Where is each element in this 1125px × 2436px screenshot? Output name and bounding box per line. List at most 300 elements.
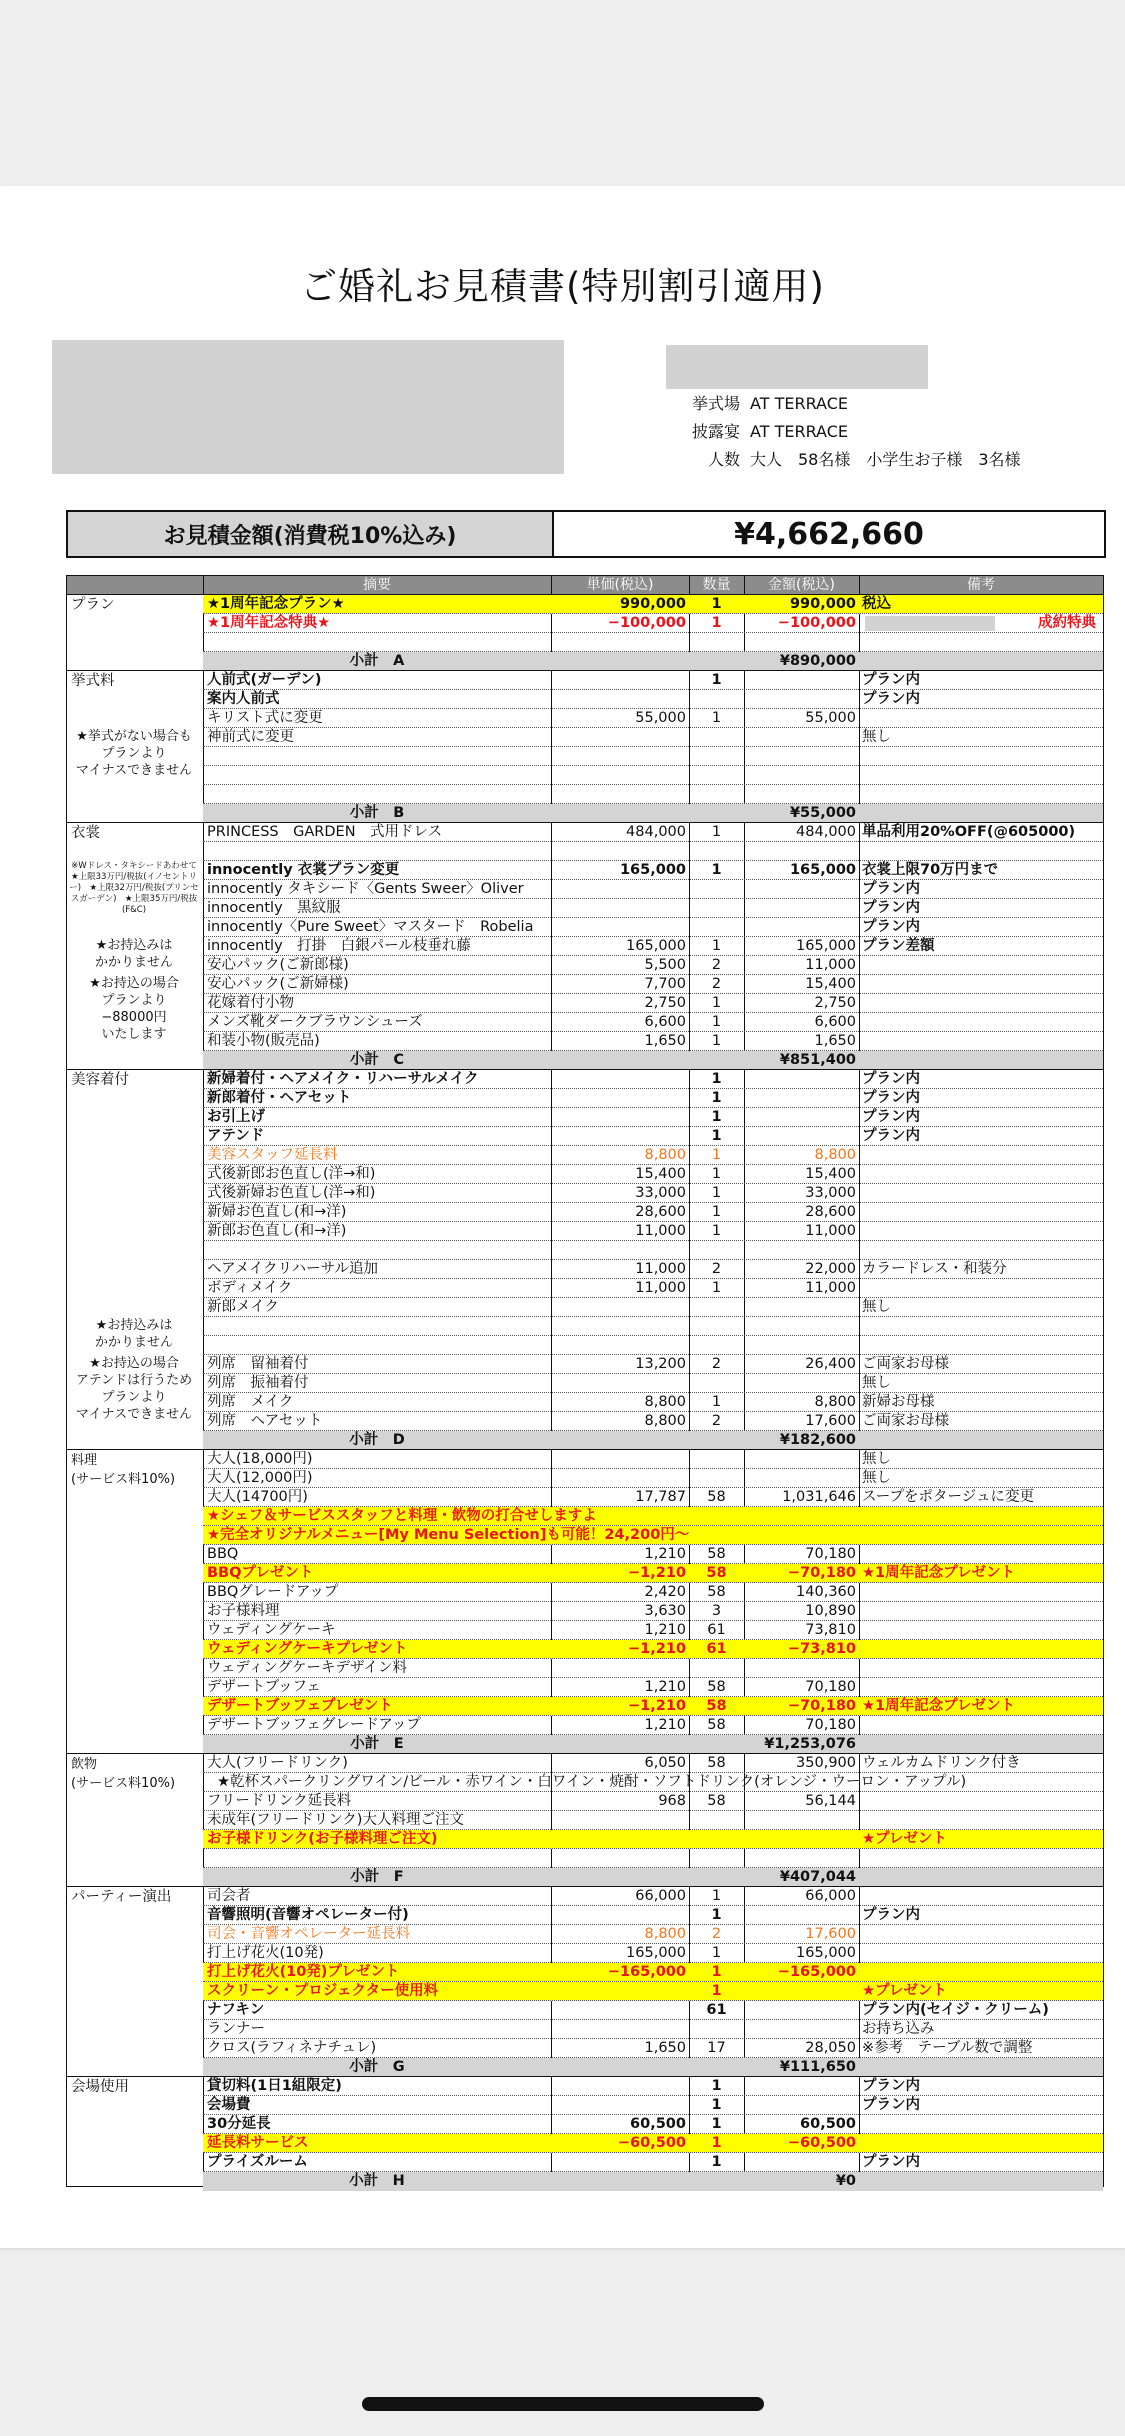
remarks: プラン内 (862, 919, 920, 935)
item-name: innocently タキシード〈Gents Sweer〉Oliver (207, 881, 524, 897)
item-name: BBQグレードアップ (207, 1584, 339, 1600)
unit-price: 11,000 (635, 1280, 686, 1296)
table-row (203, 1887, 1103, 1906)
amount: 484,000 (796, 824, 856, 840)
estimate-table (66, 575, 1104, 2187)
item-name: デザートブッフェグレードアップ (207, 1717, 421, 1733)
unit-price: 1,650 (644, 1033, 686, 1049)
table-row (203, 1317, 1103, 1336)
item-name: 新郎着付・ヘアセット (207, 1090, 352, 1106)
amount: ¥1,253,076 (764, 1736, 856, 1752)
amount: 11,000 (805, 1223, 856, 1239)
amount: 11,000 (805, 957, 856, 973)
table-row (203, 1849, 1103, 1868)
section-label: 料理 (サービス料10%) (71, 1453, 176, 1487)
amount: 6,600 (814, 1014, 856, 1030)
amount: ¥111,650 (779, 2059, 856, 2075)
item-name: 案内人前式 (207, 691, 280, 707)
item-name: 大人(12,000円) (207, 1470, 313, 1486)
amount: 350,900 (796, 1755, 856, 1771)
table-row (203, 1184, 1103, 1203)
item-name: ウェディングケーキデザイン料 (207, 1660, 407, 1676)
remarks: 無し (862, 729, 891, 745)
amount: 1,650 (814, 1033, 856, 1049)
quantity: 17 (707, 2040, 726, 2056)
table-row (203, 975, 1103, 994)
table-row (203, 2077, 1103, 2096)
table-row (203, 1773, 1103, 1792)
table-row (203, 2134, 1103, 2153)
section-1 (67, 670, 1103, 822)
table-row (203, 918, 1103, 937)
amount: 2,750 (814, 995, 856, 1011)
amount: 17,600 (805, 1413, 856, 1429)
section-note: ★お持込みは かかりません (94, 1318, 173, 1350)
item-name: 新婦着付・ヘアメイク・リハーサルメイク (207, 1071, 479, 1087)
remarks: ★プレゼント (862, 1831, 947, 1847)
amount: ¥407,044 (779, 1869, 856, 1885)
remarks: 無し (862, 1299, 891, 1315)
table-row (203, 956, 1103, 975)
amount: −73,810 (787, 1641, 856, 1657)
section-label: 挙式料 (71, 673, 115, 689)
table-row (203, 1336, 1103, 1355)
unit-price: 165,000 (626, 1945, 686, 1961)
quantity: 1 (711, 1204, 722, 1220)
table-row (203, 1754, 1103, 1773)
total-estimate (66, 510, 1106, 558)
table-row (203, 1089, 1103, 1108)
item-name: 30分延長 (207, 2116, 271, 2132)
venue-value: 大人 58名様 小学生お子様 3名様 (750, 450, 1021, 469)
table-row (203, 880, 1103, 899)
total-label: お見積金額(消費税10%込み) (68, 512, 554, 556)
item-name: 延長料サービス (207, 2135, 309, 2151)
table-row (203, 1526, 1103, 1545)
table-row (203, 1222, 1103, 1241)
item-name: 会場費 (207, 2097, 251, 2113)
subtotal-row (203, 1868, 1103, 1887)
remarks: プラン内 (862, 2078, 920, 2094)
table-row (203, 1203, 1103, 1222)
quantity: 1 (711, 1147, 722, 1163)
quantity: 58 (707, 1755, 726, 1771)
item-name: 列席 ヘアセット (207, 1413, 323, 1429)
item-name: 打上げ花火(10発) (207, 1945, 324, 1961)
remarks: 無し (862, 1375, 891, 1391)
table-row (203, 1393, 1103, 1412)
quantity: 1 (711, 1888, 722, 1904)
section-label: 飲物 (サービス料10%) (71, 1757, 176, 1791)
item-name: 司会・音響オペレーター延長料 (207, 1926, 410, 1942)
unit-price: 17,787 (635, 1489, 686, 1505)
amount: 70,180 (805, 1717, 856, 1733)
quantity: 1 (711, 1109, 722, 1125)
item-name: 小計 D (349, 1432, 405, 1448)
item-name: スクリーン・プロジェクター使用料 (207, 1983, 439, 1999)
table-row (203, 1906, 1103, 1925)
amount: 15,400 (805, 976, 856, 992)
total-amount: ¥4,662,660 (734, 516, 924, 552)
table-row (203, 1241, 1103, 1260)
table-row (203, 2153, 1103, 2172)
table-row (203, 1640, 1103, 1659)
table-row (203, 1811, 1103, 1830)
remarks: プラン内 (862, 900, 920, 916)
table-row (203, 1412, 1103, 1431)
unit-price: 8,800 (644, 1394, 686, 1410)
table-row (203, 1944, 1103, 1963)
quantity: 2 (711, 1261, 722, 1277)
section-0 (67, 594, 1103, 670)
item-name: デザートブッフェプレゼント (207, 1698, 393, 1714)
quantity: 1 (711, 1090, 722, 1106)
table-row (203, 861, 1103, 880)
table-row (203, 2096, 1103, 2115)
remarks: プラン内 (862, 2154, 920, 2170)
table-row (203, 1298, 1103, 1317)
item-name: 大人(18,000円) (207, 1451, 313, 1467)
table-row (203, 728, 1103, 747)
unit-price: 484,000 (626, 824, 686, 840)
amount: 28,050 (805, 2040, 856, 2056)
amount: −60,500 (787, 2135, 856, 2151)
table-row (203, 899, 1103, 918)
amount: −70,180 (787, 1565, 856, 1581)
quantity: 1 (711, 596, 722, 612)
amount: 60,500 (800, 2116, 856, 2132)
quantity: 1 (711, 1071, 722, 1087)
item-name: 小計 C (349, 1052, 405, 1068)
item-name: 小計 E (350, 1736, 404, 1752)
home-indicator[interactable] (362, 2397, 764, 2411)
table-row (203, 1583, 1103, 1602)
amount: ¥851,400 (779, 1052, 856, 1068)
unit-price: 2,750 (644, 995, 686, 1011)
unit-price: 3,630 (644, 1603, 686, 1619)
remarks: ウェルカムドリンク付き (862, 1755, 1021, 1771)
unit-price: 28,600 (635, 1204, 686, 1220)
unit-price: 6,600 (644, 1014, 686, 1030)
item-name: 小計 F (350, 1869, 404, 1885)
quantity: 58 (707, 1546, 726, 1562)
amount: 22,000 (805, 1261, 856, 1277)
remarks: プラン内 (862, 1090, 920, 1106)
quantity: 2 (711, 976, 722, 992)
amount: 70,180 (805, 1546, 856, 1562)
header-cell: 摘要 (363, 577, 391, 593)
item-name: innocently 打掛 白銀パール枝垂れ藤 (207, 938, 471, 954)
table-row (203, 747, 1103, 766)
quantity: 1 (711, 1983, 722, 1999)
header-cell: 備考 (967, 577, 995, 593)
table-row (203, 1450, 1103, 1469)
venue-key: 挙式場 (691, 394, 740, 413)
quantity: 1 (711, 1014, 722, 1030)
amount: 1,031,646 (782, 1489, 856, 1505)
table-row (203, 690, 1103, 709)
item-name: 司会者 (207, 1888, 251, 1904)
quantity: 2 (711, 1926, 722, 1942)
unit-price: 8,800 (644, 1147, 686, 1163)
amount: 140,360 (796, 1584, 856, 1600)
item-name: 神前式に変更 (207, 729, 294, 745)
table-row (203, 1659, 1103, 1678)
amount: 28,600 (805, 1204, 856, 1220)
quantity: 1 (711, 2116, 722, 2132)
table-row (203, 1260, 1103, 1279)
table-row (203, 1507, 1103, 1526)
item-name: 大人(14700円) (207, 1489, 308, 1505)
amount: ¥182,600 (779, 1432, 856, 1448)
remarks: 無し (862, 1470, 891, 1486)
quantity: 61 (706, 1641, 727, 1657)
amount: 73,810 (805, 1622, 856, 1638)
amount: 55,000 (805, 710, 856, 726)
remarks: プラン内 (862, 1109, 920, 1125)
amount: −165,000 (777, 1964, 856, 1980)
remarks: プラン内 (862, 1128, 920, 1144)
table-row (203, 994, 1103, 1013)
remarks: ※参考 テーブル数で調整 (862, 2040, 1033, 2056)
redacted-address-block (52, 340, 564, 474)
table-row (203, 1374, 1103, 1393)
amount: 26,400 (805, 1356, 856, 1372)
amount: 165,000 (796, 1945, 856, 1961)
unit-price: −1,210 (627, 1641, 686, 1657)
item-name: フリードリンク延長料 (207, 1793, 352, 1809)
table-row (203, 1963, 1103, 1982)
remarks: プラン内(セイジ・クリーム) (862, 2002, 1049, 2018)
remarks: カラードレス・和装分 (862, 1261, 1007, 1277)
unit-price: 7,700 (644, 976, 686, 992)
quantity: 2 (711, 1413, 722, 1429)
venue-value: AT TERRACE (750, 422, 848, 441)
quantity: 1 (711, 1166, 722, 1182)
table-row (203, 2115, 1103, 2134)
remarks: プラン差額 (862, 938, 935, 954)
quantity: 1 (711, 710, 722, 726)
item-name: ★シェフ＆サービススタッフと料理・飲物の打合せしますよ (207, 1508, 597, 1524)
quantity: 58 (707, 1489, 726, 1505)
quantity: 1 (711, 862, 722, 878)
table-row (203, 709, 1103, 728)
quantity: 1 (711, 938, 722, 954)
quantity: 1 (711, 1033, 722, 1049)
unit-price: 1,210 (644, 1679, 686, 1695)
table-row (203, 1279, 1103, 1298)
unit-price: 55,000 (635, 710, 686, 726)
quantity: 1 (711, 1223, 722, 1239)
quantity: 1 (711, 2135, 722, 2151)
amount: 17,600 (805, 1926, 856, 1942)
remarks: プラン内 (862, 881, 920, 897)
section-note: ★お持込みは かかりません (94, 938, 173, 970)
quantity: 3 (711, 1603, 722, 1619)
section-label: 会場使用 (71, 2079, 129, 2095)
item-name: ボディメイク (207, 1280, 293, 1296)
quantity: 1 (711, 2154, 722, 2170)
table-row (203, 1127, 1103, 1146)
quantity: 1 (711, 2078, 722, 2094)
item-name: メンズ靴ダークブラウンシューズ (207, 1014, 423, 1030)
unit-price: 1,210 (644, 1717, 686, 1733)
amount: 56,144 (805, 1793, 856, 1809)
amount: 33,000 (805, 1185, 856, 1201)
section-5 (67, 1753, 1103, 1886)
item-name: 音響照明(音響オペレーター付) (207, 1907, 409, 1923)
table-row (203, 2020, 1103, 2039)
item-name: ★1周年記念プラン★ (207, 596, 345, 612)
item-name: 新婦お色直し(和→洋) (207, 1204, 347, 1220)
section-label: 美容着付 (71, 1072, 129, 1088)
header-cell: 単価(税込) (586, 577, 654, 593)
item-name: キリスト式に変更 (207, 710, 323, 726)
unit-price: 1,650 (644, 2040, 686, 2056)
remarks: プラン内 (862, 2097, 920, 2113)
remarks: ご両家お母様 (862, 1413, 949, 1429)
remarks: プラン内 (862, 691, 920, 707)
table-header (67, 576, 1103, 594)
venue-value: AT TERRACE (750, 394, 848, 413)
table-row (203, 1545, 1103, 1564)
item-name: ★完全オリジナルメニュー[My Menu Selection]も可能！24,200円〜 (207, 1527, 690, 1543)
unit-price: −165,000 (607, 1964, 686, 1980)
item-name: クロス(ラフィネナチュレ) (207, 2040, 377, 2056)
venue-row (662, 446, 1021, 474)
section-note: ★挙式がない場合も プランより マイナスできません (75, 729, 193, 778)
unit-price: 33,000 (635, 1185, 686, 1201)
item-name: 小計 H (349, 2173, 405, 2189)
item-name: 列席 振袖着付 (207, 1375, 309, 1391)
unit-price: 5,500 (644, 957, 686, 973)
remarks: ご両家お母様 (862, 1356, 949, 1372)
table-row (203, 1982, 1103, 2001)
unit-price: −1,210 (627, 1565, 686, 1581)
section-2 (67, 822, 1103, 1069)
remarks: 新婦お母様 (862, 1394, 935, 1410)
remarks: プラン内 (862, 1907, 920, 1923)
venue-key: 披露宴 (691, 422, 740, 441)
quantity: 1 (711, 995, 722, 1011)
remarks: ★プレゼント (862, 1983, 947, 1999)
item-name: 人前式(ガーデン) (207, 672, 322, 688)
redacted-name-block (666, 345, 928, 389)
section-note: ★お持込の場合 アテンドは行うため プランより マイナスできません (75, 1356, 193, 1422)
quantity: 1 (711, 672, 722, 688)
section-label: 衣裳 (71, 825, 100, 841)
table-row (203, 1108, 1103, 1127)
item-name: BBQ (207, 1546, 239, 1562)
unit-price: 6,050 (644, 1755, 686, 1771)
section-4 (67, 1449, 1103, 1753)
item-name: 貸切料(1日1組限定) (207, 2078, 342, 2094)
header-cell: 数量 (702, 577, 731, 593)
quantity: 1 (711, 824, 722, 840)
remarks: ★1周年記念プレゼント (862, 1698, 1016, 1714)
table-row (203, 1830, 1103, 1849)
header-cell: 金額(税込) (768, 577, 835, 593)
item-name: innocently 黒紋服 (207, 900, 341, 916)
table-row (203, 614, 1103, 633)
item-name: 列席 留袖着付 (207, 1356, 309, 1372)
item-name: 小計 G (349, 2059, 405, 2075)
unit-price: 1,210 (644, 1546, 686, 1562)
item-name: 安心パック(ご新婦様) (207, 976, 349, 992)
quantity: 1 (711, 1185, 722, 1201)
item-name: 打上げ花火(10発)プレゼント (207, 1964, 400, 1980)
unit-price: 8,800 (644, 1413, 686, 1429)
unit-price: 11,000 (635, 1223, 686, 1239)
table-row (203, 1602, 1103, 1621)
amount: 8,800 (814, 1394, 856, 1410)
quantity: 1 (711, 1907, 722, 1923)
subtotal-row (203, 1431, 1103, 1450)
amount: −100,000 (777, 615, 856, 631)
amount: 10,890 (805, 1603, 856, 1619)
amount: 165,000 (796, 938, 856, 954)
unit-price: 165,000 (619, 862, 686, 878)
amount: 70,180 (805, 1679, 856, 1695)
unit-price: −1,210 (627, 1698, 686, 1714)
section-7 (67, 2076, 1103, 2190)
table-row (203, 1716, 1103, 1735)
section-6 (67, 1886, 1103, 2076)
unit-price: 15,400 (635, 1166, 686, 1182)
amount: 990,000 (789, 596, 856, 612)
remarks: スープをポタージュに変更 (862, 1489, 1034, 1505)
table-row (203, 1792, 1103, 1811)
item-name: 大人(フリードリンク) (207, 1755, 348, 1771)
table-row (203, 1564, 1103, 1583)
item-name: 和装小物(販売品) (207, 1033, 320, 1049)
item-name: 式後新郎お色直し(洋→和) (207, 1166, 376, 1182)
table-row (203, 1488, 1103, 1507)
unit-price: 2,420 (644, 1584, 686, 1600)
remarks: プラン内 (862, 672, 920, 688)
document-title: ご婚礼お見積書(特別割引適用) (300, 265, 825, 308)
item-name: デザートブッフェ (207, 1679, 321, 1695)
amount: ¥0 (835, 2173, 856, 2189)
table-row (203, 1013, 1103, 1032)
subtotal-row (203, 2058, 1103, 2077)
amount: 66,000 (805, 1888, 856, 1904)
table-row (203, 937, 1103, 956)
item-name: 未成年(フリードリンク)大人料理ご注文 (207, 1812, 464, 1828)
table-row (203, 633, 1103, 652)
quantity: 58 (706, 1698, 727, 1714)
quantity: 58 (707, 1679, 726, 1695)
section-label: プラン (71, 597, 115, 613)
unit-price: 60,500 (630, 2116, 686, 2132)
table-row (203, 823, 1103, 842)
item-name: ランナー (207, 2021, 265, 2037)
item-name: 式後新婦お色直し(洋→和) (207, 1185, 376, 1201)
item-name: ウェディングケーキ (207, 1622, 336, 1638)
remarks: 税込 (862, 596, 891, 612)
subtotal-row (203, 1735, 1103, 1754)
unit-price: 66,000 (635, 1888, 686, 1904)
unit-price: 968 (658, 1793, 686, 1809)
table-row (203, 1146, 1103, 1165)
redacted-remark (865, 616, 995, 631)
quantity: 58 (707, 1793, 726, 1809)
item-name: お子様ドリンク(お子様料理ご注文) (207, 1831, 438, 1847)
quantity: 58 (707, 1584, 726, 1600)
subtotal-row (203, 804, 1103, 823)
quantity: 1 (711, 1280, 722, 1296)
quantity: 1 (711, 615, 722, 631)
